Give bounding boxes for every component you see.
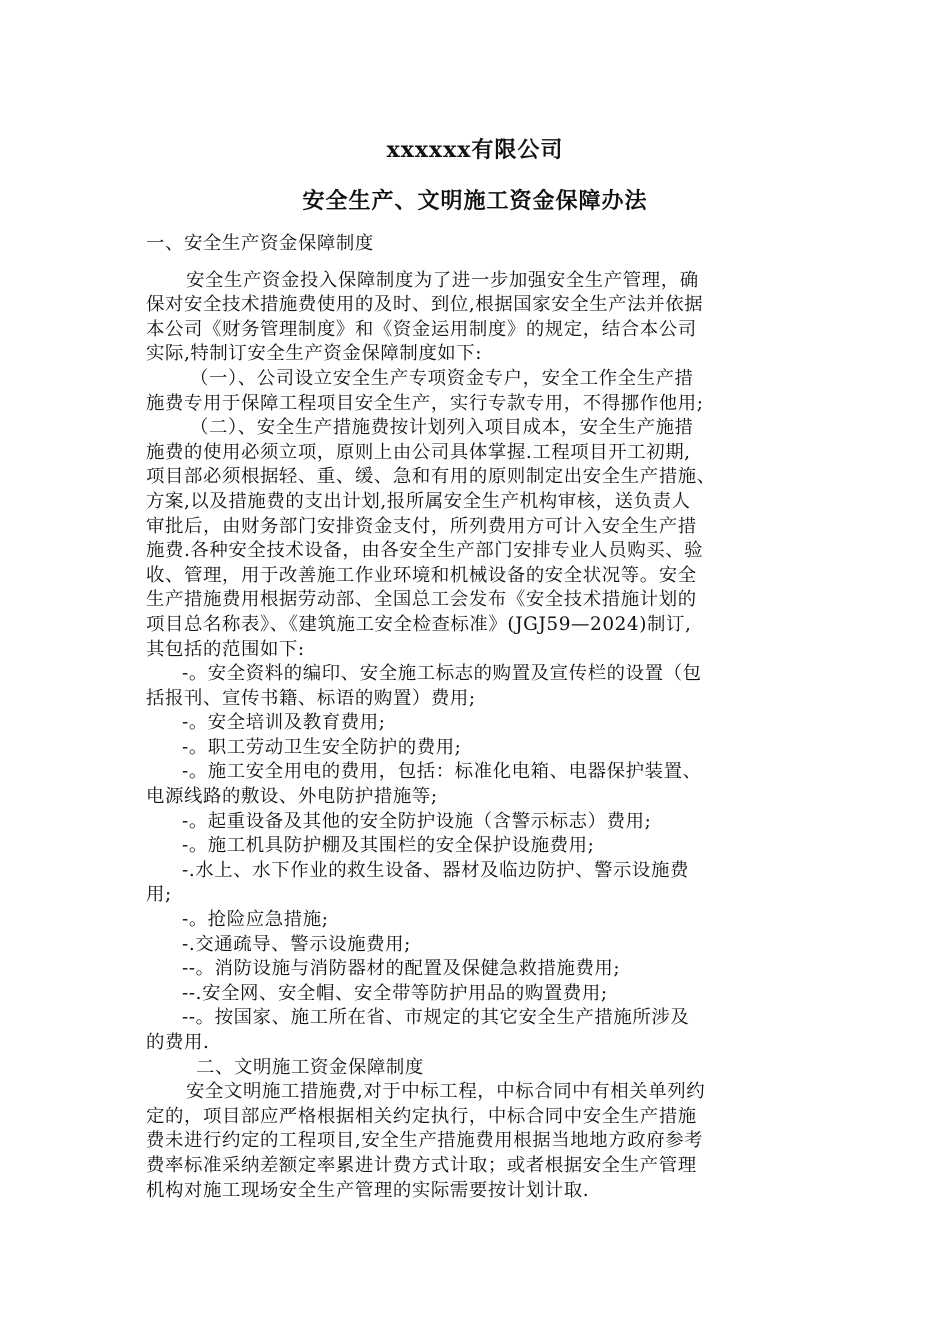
list-item: -。抢险应急措施; [182, 909, 329, 931]
clause-line: 项目部必须根据轻、重、缓、急和有用的原则制定出安全生产措施、 [146, 466, 716, 488]
clause-line: 生产措施费用根据劳动部、全国总工会发布《安全技术措施计划的 [146, 589, 697, 611]
section1-heading: 一、安全生产资金保障制度 [146, 233, 374, 254]
clause-line: 项目总名称表》、《建筑施工安全检查标准》(JGJ59—2024)制订, [146, 613, 692, 635]
list-item-continuation: 用; [146, 884, 172, 906]
paragraph-line: 机构对施工现场安全生产管理的实际需要按计划计取. [146, 1179, 590, 1201]
clause-line: 收、管理，用于改善施工作业环境和机械设备的安全状况等。安全 [146, 564, 697, 586]
clause-line: （一）、公司设立安全生产专项资金专户，安全工作全生产措 [190, 367, 694, 389]
clause-line: 施费.各种安全技术设备，由各安全生产部门安排专业人员购买、验 [146, 540, 704, 562]
document-title: 安全生产、文明施工资金保障办法 [302, 188, 648, 214]
list-item: --.安全网、安全帽、安全带等防护用品的购置费用; [182, 982, 608, 1004]
clause-line: 施费的使用必须立项，原则上由公司具体掌握.工程项目开工初期, [146, 441, 691, 463]
list-item: -。施工机具防护棚及其围栏的安全保护设施费用; [182, 835, 595, 857]
list-item: --。按国家、施工所在省、市规定的其它安全生产措施所涉及 [182, 1007, 690, 1029]
list-item: --。消防设施与消防器材的配置及保健急救措施费用; [182, 958, 621, 980]
list-item-continuation: 的费用. [146, 1032, 210, 1053]
clause-line: 施费专用于保障工程项目安全生产，实行专款专用，不得挪作他用; [146, 392, 704, 414]
clause-line: 方案,以及措施费的支出计划,报所属安全生产机构审核，送负责人 [146, 490, 691, 512]
clause-line: 其包括的范围如下: [146, 638, 305, 660]
company-name: xxxxxx有限公司 [386, 137, 564, 163]
paragraph-line: 实际,特制订安全生产资金保障制度如下: [146, 343, 483, 365]
document-body [146, 232, 806, 1203]
paragraph-line: 费率标准采纳差额定率累进计费方式计取；或者根据安全生产管理 [146, 1154, 697, 1176]
clause-line: （二）、安全生产措施费按计划列入项目成本，安全生产施措 [190, 417, 694, 439]
paragraph-line: 保对安全技术措施费使用的及时、到位,根据国家安全生产法并依据 [146, 294, 704, 316]
list-item: -。施工安全用电的费用，包括：标准化电箱、电器保护装置、 [182, 761, 702, 783]
list-item: -。安全培训及教育费用; [182, 712, 386, 734]
list-item: -。职工劳动卫生安全防护的费用; [182, 736, 462, 758]
clause-line: 审批后，由财务部门安排资金支付，所列费用方可计入安全生产措 [146, 515, 697, 537]
list-item-continuation: 括报刊、宣传书籍、标语的购置）费用; [146, 687, 476, 709]
paragraph-line: 本公司《财务管理制度》和《资金运用制度》的规定，结合本公司 [146, 318, 697, 340]
section2-heading: 二、文明施工资金保障制度 [196, 1056, 424, 1078]
list-item: -.水上、水下作业的救生设备、器材及临边防护、警示设施费 [182, 859, 690, 881]
paragraph-line: 安全生产资金投入保障制度为了进一步加强安全生产管理，确 [186, 269, 699, 291]
list-item: -.交通疏导、警示设施费用; [182, 933, 411, 955]
list-item-continuation: 电源线路的敷设、外电防护措施等; [146, 786, 438, 808]
paragraph-line: 定的，项目部应严格根据相关约定执行，中标合同中安全生产措施 [146, 1105, 697, 1127]
paragraph-line: 安全文明施工措施费,对于中标工程，中标合同中有相关单列约 [186, 1081, 706, 1103]
list-item: -。安全资料的编印、安全施工标志的购置及宣传栏的设置（包 [182, 663, 702, 685]
list-item: -。起重设备及其他的安全防护设施（含警示标志）费用; [182, 810, 652, 832]
paragraph-line: 费未进行约定的工程项目,安全生产措施费用根据当地地方政府参考 [146, 1130, 704, 1152]
